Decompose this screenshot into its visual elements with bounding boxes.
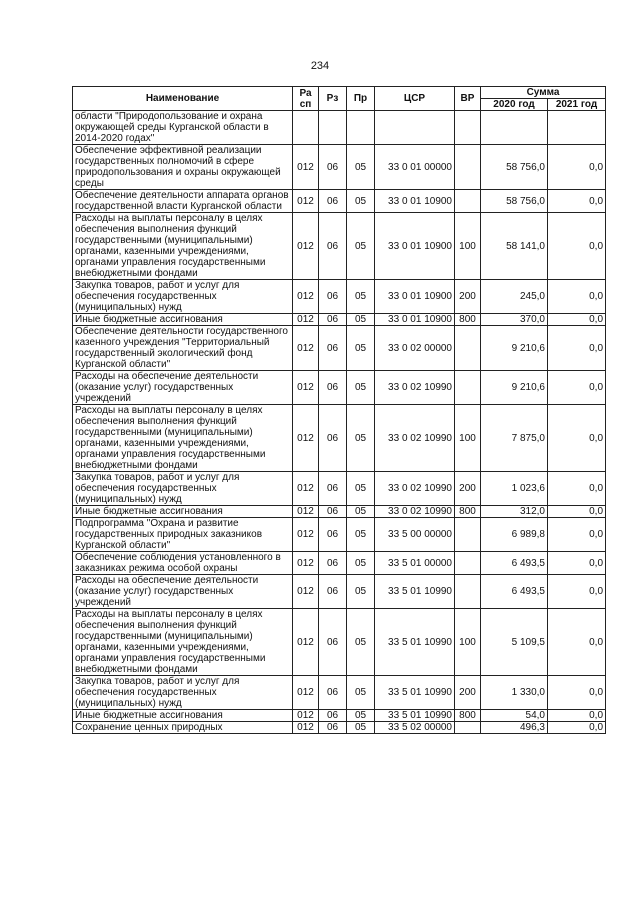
table-row — [73, 552, 606, 575]
cell-pr: 05 — [347, 552, 375, 575]
cell-csr: 33 0 02 10990 — [375, 371, 455, 405]
cell-rz: 06 — [319, 676, 347, 710]
header-2020: 2020 год — [481, 99, 548, 111]
cell-csr: 33 5 01 10990 — [375, 710, 455, 722]
cell-vr — [455, 145, 481, 190]
cell-rz: 06 — [319, 145, 347, 190]
cell-2020: 1 023,6 — [481, 472, 548, 506]
cell-rasp: 012 — [293, 326, 319, 371]
cell-pr — [347, 111, 375, 145]
cell-vr — [455, 575, 481, 609]
cell-rz: 06 — [319, 575, 347, 609]
cell-rasp: 012 — [293, 518, 319, 552]
cell-vr: 100 — [455, 609, 481, 676]
cell-rz: 06 — [319, 722, 347, 734]
cell-2020: 6 493,5 — [481, 552, 548, 575]
cell-pr: 05 — [347, 405, 375, 472]
cell-2020: 6 493,5 — [481, 575, 548, 609]
cell-2021: 0,0 — [548, 575, 606, 609]
cell-2020 — [481, 111, 548, 145]
cell-2021: 0,0 — [548, 518, 606, 552]
cell-csr: 33 0 02 10990 — [375, 472, 455, 506]
cell-csr: 33 0 01 00000 — [375, 145, 455, 190]
cell-2021: 0,0 — [548, 190, 606, 213]
cell-rz: 06 — [319, 506, 347, 518]
cell-vr — [455, 190, 481, 213]
table-row — [73, 518, 606, 552]
table-row — [73, 722, 606, 734]
cell-name: Закупка товаров, работ и услуг для обеспечения государственных (муниципальных) нужд — [73, 280, 293, 314]
cell-2020: 54,0 — [481, 710, 548, 722]
cell-2021: 0,0 — [548, 676, 606, 710]
cell-rz: 06 — [319, 552, 347, 575]
cell-csr: 33 0 01 10900 — [375, 280, 455, 314]
table-row — [73, 213, 606, 280]
table-row — [73, 326, 606, 371]
cell-2020: 9 210,6 — [481, 371, 548, 405]
table-row — [73, 371, 606, 405]
cell-2021: 0,0 — [548, 371, 606, 405]
cell-vr — [455, 326, 481, 371]
header-name: Наименование — [73, 87, 293, 111]
cell-rasp: 012 — [293, 314, 319, 326]
cell-pr: 05 — [347, 190, 375, 213]
cell-2020: 9 210,6 — [481, 326, 548, 371]
cell-vr: 100 — [455, 213, 481, 280]
cell-2020: 58 756,0 — [481, 145, 548, 190]
cell-csr: 33 0 01 10900 — [375, 190, 455, 213]
cell-2020: 312,0 — [481, 506, 548, 518]
cell-rasp: 012 — [293, 506, 319, 518]
cell-name: Расходы на выплаты персоналу в целях обеспечения выполнения функций государственными (муниципальными) органами, казенными учреждениями, органами управления государственными внебюджетными фондами — [73, 405, 293, 472]
cell-name: Обеспечение деятельности аппарата органов государственной власти Курганской области — [73, 190, 293, 213]
cell-rasp: 012 — [293, 710, 319, 722]
header-vr: ВР — [455, 87, 481, 111]
cell-2021: 0,0 — [548, 213, 606, 280]
cell-rasp: 012 — [293, 145, 319, 190]
header-rasp: Ра сп — [293, 87, 319, 111]
cell-vr — [455, 111, 481, 145]
table-body — [73, 111, 606, 734]
cell-vr — [455, 722, 481, 734]
cell-name: Иные бюджетные ассигнования — [73, 710, 293, 722]
cell-csr: 33 0 02 10990 — [375, 405, 455, 472]
table-row — [73, 280, 606, 314]
cell-vr: 800 — [455, 710, 481, 722]
cell-rasp: 012 — [293, 213, 319, 280]
cell-name: Расходы на обеспечение деятельности (оказание услуг) государственных учреждений — [73, 575, 293, 609]
cell-csr: 33 0 02 00000 — [375, 326, 455, 371]
cell-rz: 06 — [319, 405, 347, 472]
cell-rz: 06 — [319, 609, 347, 676]
cell-2020: 5 109,5 — [481, 609, 548, 676]
cell-2020: 7 875,0 — [481, 405, 548, 472]
cell-vr: 100 — [455, 405, 481, 472]
cell-pr: 05 — [347, 722, 375, 734]
cell-csr: 33 5 02 00000 — [375, 722, 455, 734]
cell-csr: 33 5 01 10990 — [375, 609, 455, 676]
cell-pr: 05 — [347, 506, 375, 518]
cell-rz: 06 — [319, 314, 347, 326]
cell-pr: 05 — [347, 676, 375, 710]
table-row — [73, 575, 606, 609]
cell-rasp: 012 — [293, 676, 319, 710]
cell-csr: 33 0 01 10900 — [375, 314, 455, 326]
cell-rz: 06 — [319, 518, 347, 552]
table-row — [73, 710, 606, 722]
cell-vr — [455, 552, 481, 575]
cell-vr: 200 — [455, 676, 481, 710]
cell-csr — [375, 111, 455, 145]
cell-rasp: 012 — [293, 190, 319, 213]
cell-csr: 33 5 01 00000 — [375, 552, 455, 575]
cell-rasp: 012 — [293, 575, 319, 609]
cell-rasp: 012 — [293, 371, 319, 405]
cell-name: Подпрограмма "Охрана и развитие государственных природных заказников Курганской области" — [73, 518, 293, 552]
cell-2021: 0,0 — [548, 609, 606, 676]
table-row — [73, 405, 606, 472]
table-row — [73, 506, 606, 518]
cell-pr: 05 — [347, 326, 375, 371]
cell-2020: 245,0 — [481, 280, 548, 314]
cell-vr — [455, 371, 481, 405]
cell-2021: 0,0 — [548, 710, 606, 722]
cell-pr: 05 — [347, 213, 375, 280]
cell-rasp — [293, 111, 319, 145]
cell-csr: 33 0 01 10900 — [375, 213, 455, 280]
cell-rz: 06 — [319, 371, 347, 405]
cell-rasp: 012 — [293, 552, 319, 575]
cell-2021: 0,0 — [548, 314, 606, 326]
cell-rasp: 012 — [293, 609, 319, 676]
cell-csr: 33 5 01 10990 — [375, 676, 455, 710]
cell-2020: 6 989,8 — [481, 518, 548, 552]
table-row — [73, 190, 606, 213]
header-pr: Пр — [347, 87, 375, 111]
table-row — [73, 676, 606, 710]
table-row — [73, 111, 606, 145]
cell-rz — [319, 111, 347, 145]
cell-2021: 0,0 — [548, 405, 606, 472]
cell-2020: 1 330,0 — [481, 676, 548, 710]
cell-pr: 05 — [347, 314, 375, 326]
cell-2021 — [548, 111, 606, 145]
cell-vr: 800 — [455, 506, 481, 518]
cell-2020: 58 756,0 — [481, 190, 548, 213]
table-row — [73, 145, 606, 190]
cell-name: Сохранение ценных природных — [73, 722, 293, 734]
cell-2021: 0,0 — [548, 552, 606, 575]
cell-name: Закупка товаров, работ и услуг для обеспечения государственных (муниципальных) нужд — [73, 676, 293, 710]
cell-csr: 33 0 02 10990 — [375, 506, 455, 518]
cell-2021: 0,0 — [548, 506, 606, 518]
cell-rz: 06 — [319, 213, 347, 280]
header-csr: ЦСР — [375, 87, 455, 111]
cell-2021: 0,0 — [548, 145, 606, 190]
cell-2021: 0,0 — [548, 472, 606, 506]
cell-name: Иные бюджетные ассигнования — [73, 314, 293, 326]
cell-name: Обеспечение эффективной реализации государственных полномочий в сфере природопользования и охраны окружающей среды — [73, 145, 293, 190]
cell-vr: 200 — [455, 472, 481, 506]
header-2021: 2021 год — [548, 99, 606, 111]
header-sum: Сумма — [481, 87, 606, 99]
cell-name: Закупка товаров, работ и услуг для обеспечения государственных (муниципальных) нужд — [73, 472, 293, 506]
cell-rz: 06 — [319, 326, 347, 371]
table-row — [73, 472, 606, 506]
cell-pr: 05 — [347, 371, 375, 405]
cell-rasp: 012 — [293, 722, 319, 734]
cell-2020: 58 141,0 — [481, 213, 548, 280]
header-row-1 — [73, 87, 606, 99]
cell-2021: 0,0 — [548, 722, 606, 734]
cell-pr: 05 — [347, 518, 375, 552]
cell-name: Расходы на выплаты персоналу в целях обеспечения выполнения функций государственными (муниципальными) органами, казенными учреждениями, органами управления государственными внебюджетными фондами — [73, 609, 293, 676]
cell-rasp: 012 — [293, 280, 319, 314]
cell-name: Обеспечение соблюдения установленного в заказниках режима особой охраны — [73, 552, 293, 575]
cell-2021: 0,0 — [548, 326, 606, 371]
cell-rz: 06 — [319, 710, 347, 722]
page-number: 234 — [310, 60, 330, 72]
cell-rasp: 012 — [293, 472, 319, 506]
cell-pr: 05 — [347, 145, 375, 190]
cell-pr: 05 — [347, 609, 375, 676]
budget-table — [72, 86, 606, 734]
cell-name: Расходы на выплаты персоналу в целях обеспечения выполнения функций государственными (муниципальными) органами, казенными учреждениями, органами управления государственными внебюджетными фондами — [73, 213, 293, 280]
cell-rasp: 012 — [293, 405, 319, 472]
table-row — [73, 609, 606, 676]
cell-name: Обеспечение деятельности государственного казенного учреждения "Территориальный государственный экологический фонд Курганской области" — [73, 326, 293, 371]
cell-vr: 200 — [455, 280, 481, 314]
cell-rz: 06 — [319, 280, 347, 314]
table-row — [73, 314, 606, 326]
header-rz: Рз — [319, 87, 347, 111]
cell-2021: 0,0 — [548, 280, 606, 314]
cell-rz: 06 — [319, 472, 347, 506]
cell-rz: 06 — [319, 190, 347, 213]
cell-name: Иные бюджетные ассигнования — [73, 506, 293, 518]
cell-2020: 496,3 — [481, 722, 548, 734]
cell-vr: 800 — [455, 314, 481, 326]
cell-pr: 05 — [347, 710, 375, 722]
cell-csr: 33 5 00 00000 — [375, 518, 455, 552]
cell-pr: 05 — [347, 472, 375, 506]
cell-pr: 05 — [347, 575, 375, 609]
cell-vr — [455, 518, 481, 552]
cell-name: области "Природопользование и охрана окружающей среды Курганской области в 2014-2020 годах" — [73, 111, 293, 145]
cell-name: Расходы на обеспечение деятельности (оказание услуг) государственных учреждений — [73, 371, 293, 405]
cell-pr: 05 — [347, 280, 375, 314]
cell-2020: 370,0 — [481, 314, 548, 326]
cell-csr: 33 5 01 10990 — [375, 575, 455, 609]
